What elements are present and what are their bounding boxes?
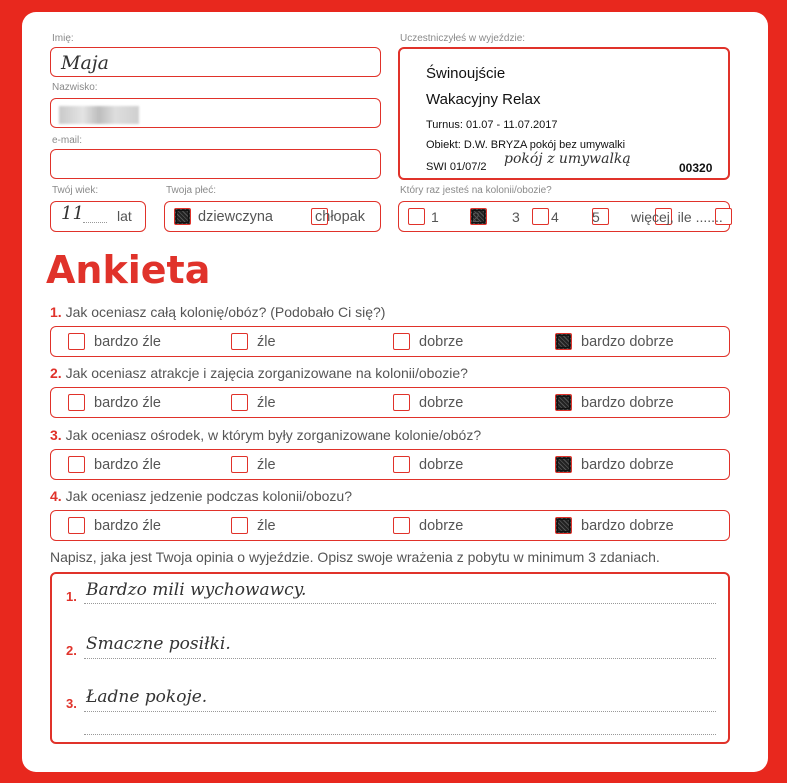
opinion-line-1-rule [84,603,716,604]
rating-option[interactable] [393,388,463,417]
times-1-label: 1 [431,209,439,225]
rating-option[interactable] [393,450,463,479]
gender-girl-label: dziewczyna [198,209,273,225]
question-number: 4. [50,488,62,504]
times-more-label: więcej, ile ....... [631,209,723,225]
rating-label: dobrze [419,394,464,411]
rating-option[interactable] [68,388,161,417]
rating-checkbox[interactable] [393,517,410,534]
question-3-text [50,427,481,443]
question-1-options [50,326,730,357]
turnus-label: Turnus: [426,119,463,131]
surname-field[interactable] [50,98,381,128]
email-field[interactable] [50,149,381,179]
trip-destination: Świnoujście [426,65,506,82]
rating-checkbox[interactable] [68,394,85,411]
question-number: 1. [50,304,62,320]
opinion-line-1-text: Bardzo mili wychowawcy. [86,580,307,600]
rating-checkbox[interactable] [393,456,410,473]
rating-checkbox[interactable] [231,333,248,350]
rating-option[interactable] [231,388,276,417]
age-value: 11 [61,203,84,224]
trip-label: Uczestniczyłeś w wyjeździe: [400,33,526,44]
times-1-checkbox[interactable] [408,208,425,225]
rating-checkbox[interactable] [555,517,572,534]
opinion-box[interactable] [50,572,730,744]
rating-label: bardzo dobrze [581,517,674,534]
rating-option[interactable] [68,327,161,356]
question-number: 2. [50,365,62,381]
opinion-line-4-rule [84,734,716,735]
age-field[interactable] [50,201,146,232]
question-label: Jak oceniasz całą kolonię/obóz? (Podobało Ci się?) [65,304,386,320]
times-4-label: 4 [551,209,559,225]
question-1-text [50,304,385,320]
page-title: Ankieta [46,248,211,292]
opinion-line-2-text: Smaczne posiłki. [86,634,231,654]
rating-label: bardzo źle [94,456,161,473]
rating-option[interactable] [231,511,276,540]
question-4-options [50,510,730,541]
rating-label: bardzo dobrze [581,333,674,350]
question-label: Jak oceniasz jedzenie podczas kolonii/obozu? [65,488,352,504]
trip-info-box [398,47,730,180]
question-label: Jak oceniasz ośrodek, w którym były zorganizowane kolonie/obóz? [65,427,482,443]
times-2-label: 2 [472,209,480,225]
gender-boy-label: chłopak [315,209,365,225]
rating-label: bardzo dobrze [581,456,674,473]
rating-label: źle [257,333,276,350]
times-3-checkbox[interactable] [532,208,549,225]
name-field[interactable] [50,47,381,77]
age-dotted-line [83,222,107,223]
rating-option[interactable] [231,450,276,479]
times-3-label: 3 [512,209,520,225]
rating-option[interactable] [393,327,463,356]
rating-label: bardzo źle [94,394,161,411]
opinion-line-1-number: 1. [66,589,77,604]
rating-checkbox[interactable] [555,394,572,411]
email-label: e-mail: [52,135,83,146]
rating-checkbox[interactable] [393,333,410,350]
gender-label: Twoja płeć: [166,185,217,196]
rating-option[interactable] [555,327,674,356]
rating-checkbox[interactable] [68,333,85,350]
trip-code: SWI 01/07/2 [426,161,487,173]
rating-checkbox[interactable] [68,517,85,534]
rating-label: bardzo źle [94,333,161,350]
age-label: Twój wiek: [52,185,99,196]
rating-option[interactable] [231,327,276,356]
opinion-line-3-text: Ładne pokoje. [86,687,208,707]
rating-option[interactable] [555,388,674,417]
rating-option[interactable] [68,450,161,479]
name-label: Imię: [52,33,74,44]
object-label: Obiekt: [426,139,461,151]
rating-checkbox[interactable] [555,456,572,473]
age-unit: lat [117,208,132,224]
question-label: Jak oceniasz atrakcje i zajęcia zorganizowane na kolonii/obozie? [65,365,468,381]
question-2-options [50,387,730,418]
trip-number: 00320 [679,161,713,175]
rating-label: źle [257,517,276,534]
rating-label: bardzo źle [94,517,161,534]
question-4-text [50,488,352,504]
rating-option[interactable] [393,511,463,540]
rating-checkbox[interactable] [231,456,248,473]
rating-label: bardzo dobrze [581,394,674,411]
name-value: Maja [61,52,110,74]
question-number: 3. [50,427,62,443]
times-5-label: 5 [592,209,600,225]
opinion-prompt: Napisz, jaka jest Twoja opinia o wyjeździe. Opisz swoje wrażenia z pobytu w minimum 3 zdaniach. [50,549,660,565]
trip-name: Wakacyjny Relax [426,91,541,108]
rating-checkbox[interactable] [68,456,85,473]
rating-option[interactable] [555,511,674,540]
turnus-value: 01.07 - 11.07.2017 [465,119,558,131]
rating-label: dobrze [419,333,464,350]
question-2-text [50,365,468,381]
trip-handwritten-note: pokój z umywalką [504,151,631,167]
rating-checkbox[interactable] [555,333,572,350]
rating-option[interactable] [68,511,161,540]
question-3-options [50,449,730,480]
rating-checkbox[interactable] [393,394,410,411]
object-value: D.W. BRYZA pokój bez umywalki [463,139,626,151]
opinion-line-2-number: 2. [66,643,77,658]
surname-redacted [59,106,139,124]
opinion-line-2-rule [84,658,716,659]
rating-checkbox[interactable] [231,517,248,534]
times-label: Który raz jesteś na kolonii/obozie? [400,185,552,196]
times-group [398,201,730,232]
rating-checkbox[interactable] [231,394,248,411]
surname-label: Nazwisko: [52,82,98,93]
gender-group [164,201,381,232]
opinion-line-3-rule [84,711,716,712]
rating-label: dobrze [419,517,464,534]
rating-label: źle [257,394,276,411]
opinion-line-3-number: 3. [66,696,77,711]
gender-girl-checkbox[interactable] [174,208,191,225]
rating-option[interactable] [555,450,674,479]
rating-label: źle [257,456,276,473]
rating-label: dobrze [419,456,464,473]
